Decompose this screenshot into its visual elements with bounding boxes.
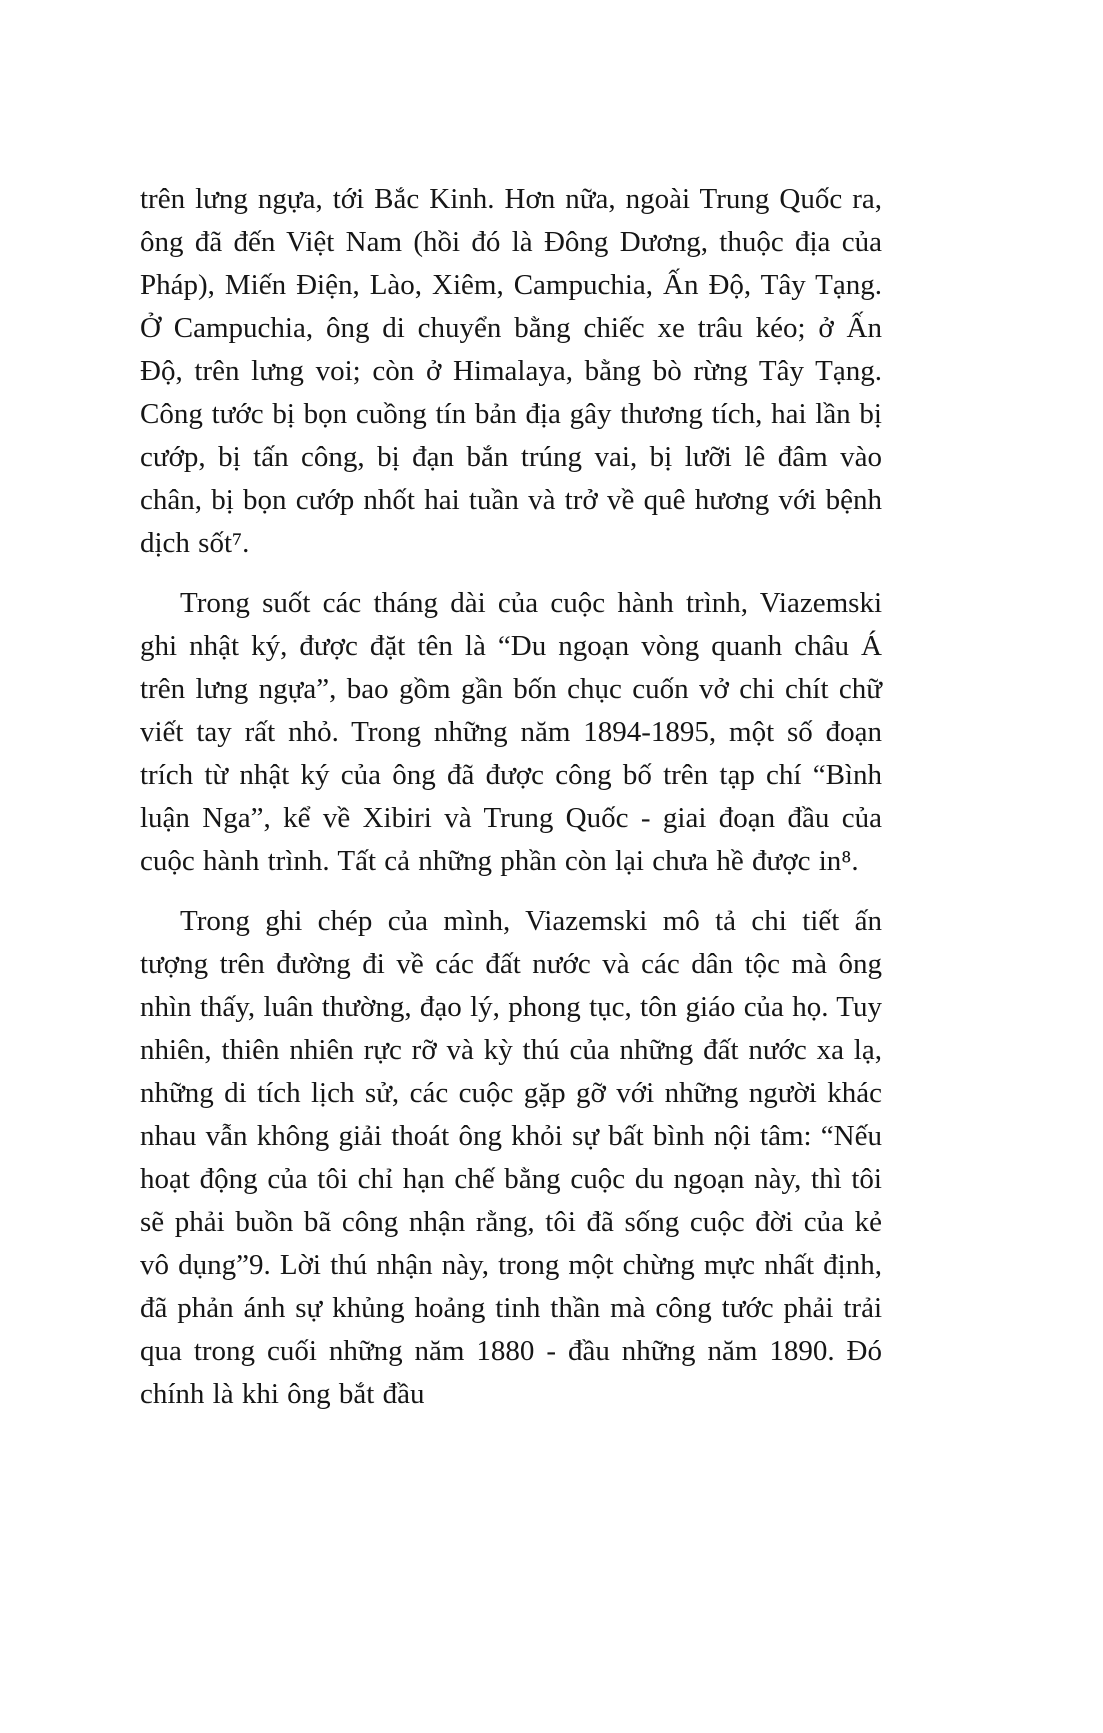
paragraph-continuation: trên lưng ngựa, tới Bắc Kinh. Hơn nữa, ngoài Trung Quốc ra, ông đã đến Việt Nam (hồi đó là Đông Dương, thuộc địa của Pháp), Miến Điện, Lào, Xiêm, Campuchia, Ấn Độ, Tây Tạng. Ở Campuchia, ông di chuyển bằng chiếc xe trâu kéo; ở Ấn Độ, trên lưng voi; còn ở Himalaya, bằng bò rừng Tây Tạng. Công tước bị bọn cuồng tín bản địa gây thương tích, hai lần bị cướp, bị tấn công, bị đạn bắn trúng vai, bị lưỡi lê đâm vào chân, bị bọn cướp nhốt hai tuần và trở về quê hương với bệnh dịch sốt⁷. xyxy=(140,183,882,559)
paragraph: Trong ghi chép của mình, Viazemski mô tả chi tiết ấn tượng trên đường đi về các đất nước và các dân tộc mà ông nhìn thấy, luân thường, đạo lý, phong tục, tôn giáo của họ. Tuy nhiên, thiên nhiên rực rỡ và kỳ thú của những đất nước xa lạ, những di tích lịch sử, các cuộc gặp gỡ với những người khác nhau vẫn không giải thoát ông khỏi sự bất bình nội tâm: “Nếu hoạt động của tôi chỉ hạn chế bằng cuộc du ngoạn này, thì tôi sẽ phải buồn bã công nhận rằng, tôi đã sống cuộc đời của kẻ vô dụng”9. Lời thú nhận này, trong một chừng mực nhất định, đã phản ánh sự khủng hoảng tinh thần mà công tước phải trải qua trong cuối những năm 1880 - đầu những năm 1890. Đó chính là khi ông bắt đầu xyxy=(140,905,882,1410)
page-text-block xyxy=(140,178,882,1433)
paragraph: Trong suốt các tháng dài của cuộc hành trình, Viazemski ghi nhật ký, được đặt tên là “Du ngoạn vòng quanh châu Á trên lưng ngựa”, bao gồm gần bốn chục cuốn vở chi chít chữ viết tay rất nhỏ. Trong những năm 1894-1895, một số đoạn trích từ nhật ký của ông đã được công bố trên tạp chí “Bình luận Nga”, kể về Xibiri và Trung Quốc - giai đoạn đầu của cuộc hành trình. Tất cả những phần còn lại chưa hề được in⁸. xyxy=(140,587,882,877)
